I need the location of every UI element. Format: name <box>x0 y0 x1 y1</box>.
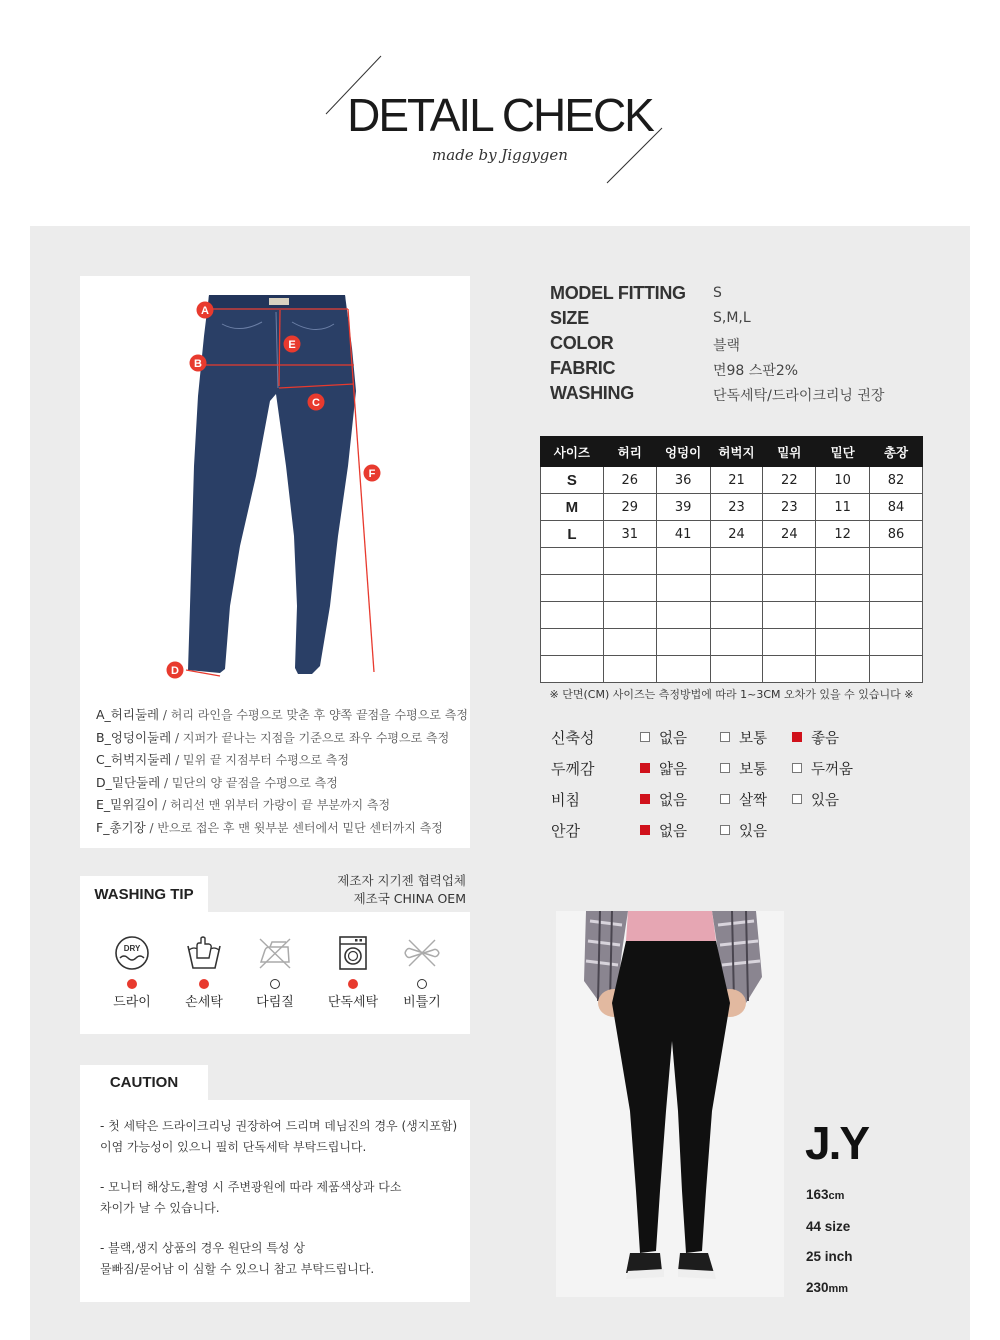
caution-tab: CAUTION <box>80 1065 208 1101</box>
caution-item: - 모니터 해상도,촬영 시 주변광원에 따라 제품색상과 다소 차이가 날 수 있습니다. <box>100 1180 402 1215</box>
marker-c <box>308 394 325 411</box>
wash-item-label: 손세탁 <box>185 995 223 1010</box>
model-waist: 25 inch <box>806 1249 853 1264</box>
no-iron-icon <box>256 934 294 972</box>
measurement-diagram-card <box>80 276 470 848</box>
dry-clean-icon <box>113 934 151 972</box>
header-cell: 밑위 <box>763 437 816 467</box>
table-row-empty <box>541 656 923 683</box>
hand-wash-icon <box>185 934 223 972</box>
manufacturer-line: 제조자 지기젠 협력업체 <box>337 873 466 888</box>
header-cell: 엉덩이 <box>656 437 710 467</box>
info-row-fabric: FABRIC 면98 스판2% <box>550 358 799 379</box>
handwash-status-dot <box>199 979 209 989</box>
info-row-color: COLOR 블랙 <box>550 333 741 354</box>
checkbox-icon <box>792 763 802 773</box>
marker-d <box>167 662 184 679</box>
marker-b <box>190 355 207 372</box>
feel-row-thickness: 두께감 얇음 보통 두꺼움 <box>551 760 854 778</box>
wash-item-label: 드라이 <box>113 995 151 1010</box>
info-row-model-fitting: MODEL FITTING S <box>550 283 722 303</box>
page-title: DETAIL CHECK <box>347 89 653 141</box>
separate-status-dot <box>348 979 358 989</box>
info-row-size: SIZE S,M,L <box>550 308 751 328</box>
checkbox-icon <box>720 825 730 835</box>
model-shoe: 230mm <box>806 1279 849 1295</box>
feel-row-sheer: 비침 없음 살짝 있음 <box>551 791 840 809</box>
origin-line: 제조국 CHINA OEM <box>353 891 466 906</box>
checkbox-icon <box>720 732 730 742</box>
caution-card <box>80 1100 470 1302</box>
header-cell: 허리 <box>603 437 656 467</box>
iron-status-dot <box>270 979 280 989</box>
manufacturer-info <box>290 872 466 908</box>
feel-row-stretch: 신축성 없음 보통 좋음 <box>551 729 840 747</box>
model-size: 44 size <box>806 1218 851 1234</box>
checkbox-icon <box>720 763 730 773</box>
table-row-empty <box>541 575 923 602</box>
page-subtitle: made by Jiggygen <box>432 146 568 164</box>
header-cell: 사이즈 <box>541 437 604 467</box>
marker-f <box>364 465 381 482</box>
table-row-empty <box>541 629 923 656</box>
model-name: J.Y <box>805 1117 869 1169</box>
legend-row: D_밑단둘레 / 밑단의 양 끝점을 수평으로 측정 <box>96 774 338 790</box>
legend-row: B_엉덩이둘레 / 지퍼가 끝나는 지점을 기준으로 좌우 수평으로 측정 <box>96 729 450 745</box>
checkbox-icon <box>792 794 802 804</box>
model-illustration <box>556 911 784 1297</box>
svg-text:E: E <box>288 339 296 351</box>
header-cell: 밑단 <box>816 437 870 467</box>
checkbox-checked-icon <box>792 732 802 742</box>
checkbox-checked-icon <box>640 794 650 804</box>
svg-text:DRY: DRY <box>123 944 141 953</box>
washing-machine-icon <box>334 934 372 972</box>
fabric-feel-grid <box>551 727 951 851</box>
table-row: M 29 39 23 23 11 84 <box>541 494 923 521</box>
wash-item-label: 다림질 <box>256 995 294 1010</box>
checkbox-icon <box>640 732 650 742</box>
table-row-empty <box>541 548 923 575</box>
wash-item-label: 단독세탁 <box>327 995 379 1010</box>
model-height: 163cm <box>806 1187 845 1202</box>
table-row-empty <box>541 602 923 629</box>
svg-text:D: D <box>171 665 179 677</box>
header-cell: 허벅지 <box>710 437 763 467</box>
marker-a <box>197 302 214 319</box>
caution-item: - 첫 세탁은 드라이크리닝 권장하여 드리며 데님진의 경우 (생지포함) 이염 가능성이 있으니 필히 단독세탁 부탁드립니다. <box>100 1119 458 1154</box>
checkbox-checked-icon <box>640 825 650 835</box>
wring-status-dot <box>417 979 427 989</box>
page-header <box>0 0 1000 226</box>
product-info <box>550 283 950 408</box>
dry-status-dot <box>127 979 137 989</box>
washing-tip-card <box>80 912 470 1034</box>
header-cell: 총장 <box>870 437 923 467</box>
size-note: ※ 단면(CM) 사이즈는 측정방법에 따라 1~3CM 오차가 있을 수 있습니다 ※ <box>549 688 914 701</box>
size-table <box>540 436 923 683</box>
info-row-washing: WASHING 단독세탁/드라이크리닝 권장 <box>550 383 885 404</box>
svg-text:C: C <box>312 397 320 409</box>
legend-row: E_밑위길이 / 허리선 맨 위부터 가랑이 끝 부분까지 측정 <box>96 797 391 812</box>
washing-tip-tab: WASHING TIP <box>80 876 208 912</box>
svg-text:F: F <box>368 468 376 480</box>
legend-row: A_허리둘레 / 허리 라인을 수평으로 맞춘 후 양쪽 끝점을 수평으로 측정 <box>96 707 468 722</box>
measurement-legend <box>96 704 466 839</box>
table-row: S 26 36 21 22 10 82 <box>541 467 923 494</box>
svg-text:A: A <box>201 305 209 317</box>
model-stats <box>806 1180 853 1304</box>
svg-text:B: B <box>194 358 202 370</box>
feel-row-lining: 안감 없음 있음 <box>551 822 768 840</box>
table-row: L 31 41 24 24 12 86 <box>541 521 923 548</box>
caution-item: - 블랙,생지 상품의 경우 원단의 특성 상 물빠짐/묻어남 이 심할 수 있으니 참고 부탁드립니다. <box>100 1241 375 1276</box>
size-table-header <box>541 437 923 467</box>
marker-e <box>284 336 301 353</box>
wash-item-label: 비틀기 <box>403 995 441 1010</box>
checkbox-icon <box>720 794 730 804</box>
legend-row: F_총기장 / 반으로 접은 후 맨 윗부분 센터에서 밑단 센터까지 측정 <box>96 819 443 835</box>
model-photo <box>556 911 784 1297</box>
no-wring-icon <box>403 934 441 972</box>
legend-row: C_허벅지둘레 / 밑위 끝 지점부터 수평으로 측정 <box>96 752 349 767</box>
checkbox-checked-icon <box>640 763 650 773</box>
